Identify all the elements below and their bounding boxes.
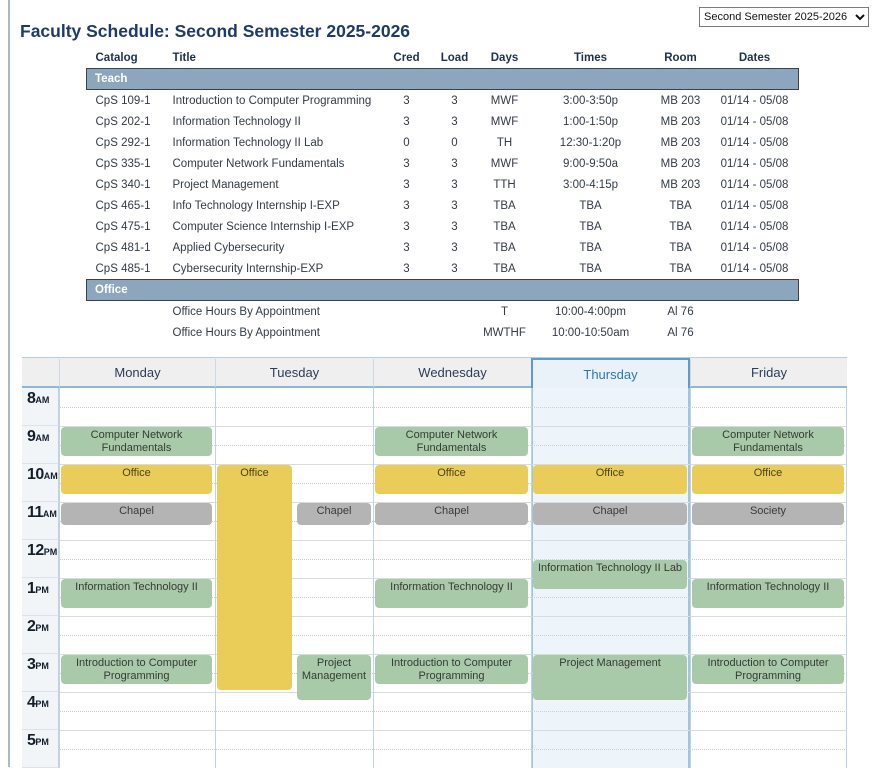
calendar-event: Computer Network Fundamentals [61,427,212,456]
cell-dates: 01/14 - 05/08 [720,220,789,233]
time-label-period: AM [35,395,50,405]
hour-gridline [22,730,847,731]
column-header: Times [573,52,608,64]
calendar-event: Society [692,503,844,525]
cell-times: TBA [579,199,602,212]
calendar-event: Computer Network Fundamentals [692,427,844,456]
calendar-event: Introduction to Computer Programming [692,655,844,684]
day-separator [690,388,691,768]
section-header-label: Office [87,280,799,301]
cell-dates [711,301,799,323]
time-label-period: PM [35,661,49,671]
table-row [87,237,799,258]
cell-title: Office Hours By Appointment [172,326,320,339]
day-header-wednesday: Wednesday [373,359,531,387]
cell-catalog: CpS 340-1 [95,178,151,191]
calendar-day-header-row [22,357,847,388]
time-label-hour: 3 [27,656,36,673]
calendar-event: Office [217,465,292,690]
cell-load: 3 [451,262,458,275]
table-row [87,258,799,280]
calendar-event: Introduction to Computer Programming [61,655,212,684]
cell-catalog: CpS 481-1 [95,241,151,254]
calendar-right-edge [846,388,847,768]
cell-room: TBA [669,241,692,254]
table-row [87,174,799,195]
time-label-period: PM [35,585,49,595]
time-label [22,464,59,502]
cell-cred: 0 [403,136,410,149]
cell-cred: 3 [403,178,410,191]
cell-times: TBA [579,241,602,254]
cell-dates: 01/14 - 05/08 [720,241,789,254]
cell-dates: 01/14 - 05/08 [720,115,789,128]
calendar-event: Project Management [297,655,371,700]
column-header-row [87,44,799,69]
time-label [22,616,59,654]
calendar-event: Information Technology II [375,579,528,608]
cell-cred: 3 [403,94,410,107]
cell-days: TBA [493,262,516,275]
cell-load: 3 [451,178,458,191]
cell-title: Applied Cybersecurity [172,241,285,254]
calendar-event: Information Technology II Lab [533,560,687,589]
column-header: Cred [393,52,420,64]
weekly-calendar [22,357,847,768]
schedule-table-body [87,69,799,344]
table-row [87,322,799,343]
day-separator [215,388,216,768]
cell-times: 3:00-4:15p [563,178,618,191]
half-hour-gridline [59,749,847,750]
cell-cred: 3 [403,220,410,233]
cell-load: 0 [451,136,458,149]
cell-load: 3 [451,220,458,233]
time-label-hour: 5 [27,732,36,749]
cell-times: TBA [579,220,602,233]
cell-times: 12:30-1:20p [559,136,622,149]
cell-days: TTH [493,178,516,191]
column-header: Load [440,52,469,64]
cell-room: MB 203 [660,94,701,107]
column-header: Title [172,52,196,64]
calendar-event: Information Technology II [61,579,212,608]
calendar-event: Project Management [533,655,687,700]
cell-load [431,301,479,323]
day-header-thursday: Thursday [531,358,690,389]
cell-dates [711,322,799,343]
cell-dates: 01/14 - 05/08 [720,199,789,212]
cell-room: MB 203 [660,178,701,191]
cell-cred [383,301,431,323]
cell-catalog [87,301,173,323]
cell-days: MWTHF [483,326,526,339]
table-row [87,195,799,216]
calendar-event: Chapel [533,503,687,525]
calendar-grid [22,388,847,768]
time-label [22,502,59,540]
cell-cred: 3 [403,262,410,275]
cell-catalog: CpS 292-1 [95,136,151,149]
time-label-period: PM [35,623,49,633]
day-header-monday: Monday [59,359,215,387]
column-header: Room [664,52,697,64]
table-row [87,132,799,153]
half-hour-gridline [59,559,847,560]
time-label-period: AM [43,471,58,481]
calendar-event: Office [692,465,844,494]
cell-load: 3 [451,199,458,212]
cell-catalog: CpS 109-1 [95,94,151,107]
section-header-row [87,280,799,301]
cell-times: TBA [579,262,602,275]
section-header-row [87,69,799,90]
time-label [22,540,59,578]
time-label [22,388,59,426]
cell-room: MB 203 [660,115,701,128]
cell-days: TH [496,136,513,149]
calendar-event: Chapel [297,503,371,525]
day-header-friday: Friday [690,359,847,387]
cell-days: TBA [493,241,516,254]
section-header-label: Teach [87,69,799,90]
cell-days: MWF [490,157,519,170]
table-row [87,216,799,237]
time-label-hour: 12 [27,542,44,559]
cell-catalog: CpS 475-1 [95,220,151,233]
cell-times: 3:00-3:50p [563,94,618,107]
time-label [22,654,59,692]
cell-cred: 3 [403,241,410,254]
cell-load: 3 [451,94,458,107]
cell-room: TBA [669,262,692,275]
calendar-event: Chapel [375,503,528,525]
calendar-event: Introduction to Computer Programming [375,655,528,684]
time-label-hour: 1 [27,580,36,597]
cell-days: TBA [493,220,516,233]
cell-title: Info Technology Internship I-EXP [172,199,340,212]
time-label-hour: 4 [27,694,36,711]
day-separator [373,388,374,768]
day-separator [531,388,532,768]
cell-title: Cybersecurity Internship-EXP [172,262,324,275]
cell-title: Computer Network Fundamentals [172,157,345,170]
time-label [22,692,59,730]
cell-room: Al 76 [667,326,694,339]
time-label-hour: 9 [27,428,36,445]
cell-times: 10:00-10:50am [551,326,630,339]
cell-catalog [87,322,173,343]
table-row [87,301,799,323]
cell-dates: 01/14 - 05/08 [720,262,789,275]
cell-catalog: CpS 335-1 [95,157,151,170]
cell-days: TBA [493,199,516,212]
time-label-period: PM [35,737,49,747]
cell-room: MB 203 [660,136,701,149]
schedule-table [86,44,799,343]
cell-room: Al 76 [667,305,694,318]
cell-room: TBA [669,220,692,233]
cell-catalog: CpS 485-1 [95,262,151,275]
time-label [22,426,59,464]
cell-load: 3 [451,115,458,128]
time-label-hour: 2 [27,618,36,635]
cell-load: 3 [451,157,458,170]
cell-title: Information Technology II [172,115,301,128]
cell-times: 1:00-1:50p [563,115,618,128]
time-label-period: PM [43,547,58,557]
half-hour-gridline [59,711,847,712]
cell-cred: 3 [403,115,410,128]
time-label [22,578,59,616]
semester-select[interactable] [699,7,869,27]
schedule-table-head [87,44,799,69]
cell-cred: 3 [403,199,410,212]
hour-gridline [22,540,847,541]
cell-dates: 01/14 - 05/08 [720,157,789,170]
page-left-border [8,0,10,767]
calendar-event: Office [375,465,528,494]
calendar-event: Office [533,465,687,494]
cell-cred: 3 [403,157,410,170]
hour-gridline [22,692,847,693]
day-header-tuesday: Tuesday [215,359,373,387]
time-label-hour: 10 [27,466,44,483]
time-label-period: PM [35,699,49,709]
cell-title: Project Management [172,178,279,191]
time-label-hour: 8 [27,390,36,407]
time-label-period: AM [42,509,57,519]
page-title: Faculty Schedule: Second Semester 2025-2026 [20,20,411,41]
cell-load: 3 [451,241,458,254]
calendar-event: Computer Network Fundamentals [375,427,528,456]
column-header: Catalog [95,52,138,64]
cell-room: MB 203 [660,157,701,170]
cell-dates: 01/14 - 05/08 [720,136,789,149]
cell-days: T [500,305,509,318]
time-label [22,730,59,768]
column-header: Days [490,52,519,64]
cell-catalog: CpS 465-1 [95,199,151,212]
cell-title: Office Hours By Appointment [172,305,320,318]
calendar-event: Information Technology II [692,579,844,608]
time-label-period: AM [35,433,50,443]
half-hour-gridline [59,407,847,408]
cell-title: Introduction to Computer Programming [172,94,372,107]
column-header: Dates [738,52,771,64]
cell-title: Information Technology II Lab [172,136,324,149]
cell-load [431,322,479,343]
cell-times: 10:00-4:00pm [555,305,626,318]
time-label-hour: 11 [27,504,43,521]
half-hour-gridline [59,635,847,636]
cell-dates: 01/14 - 05/08 [720,94,789,107]
cell-dates: 01/14 - 05/08 [720,178,789,191]
calendar-event: Office [61,465,212,494]
cell-room: TBA [669,199,692,212]
cell-times: 9:00-9:50a [563,157,618,170]
calendar-event: Chapel [61,503,212,525]
cell-days: MWF [490,115,519,128]
table-row [87,111,799,132]
cell-days: MWF [490,94,519,107]
cell-catalog: CpS 202-1 [95,115,151,128]
cell-title: Computer Science Internship I-EXP [172,220,355,233]
hour-gridline [22,616,847,617]
day-separator [59,388,60,768]
cell-cred [383,322,431,343]
table-row [87,153,799,174]
table-row [87,90,799,112]
